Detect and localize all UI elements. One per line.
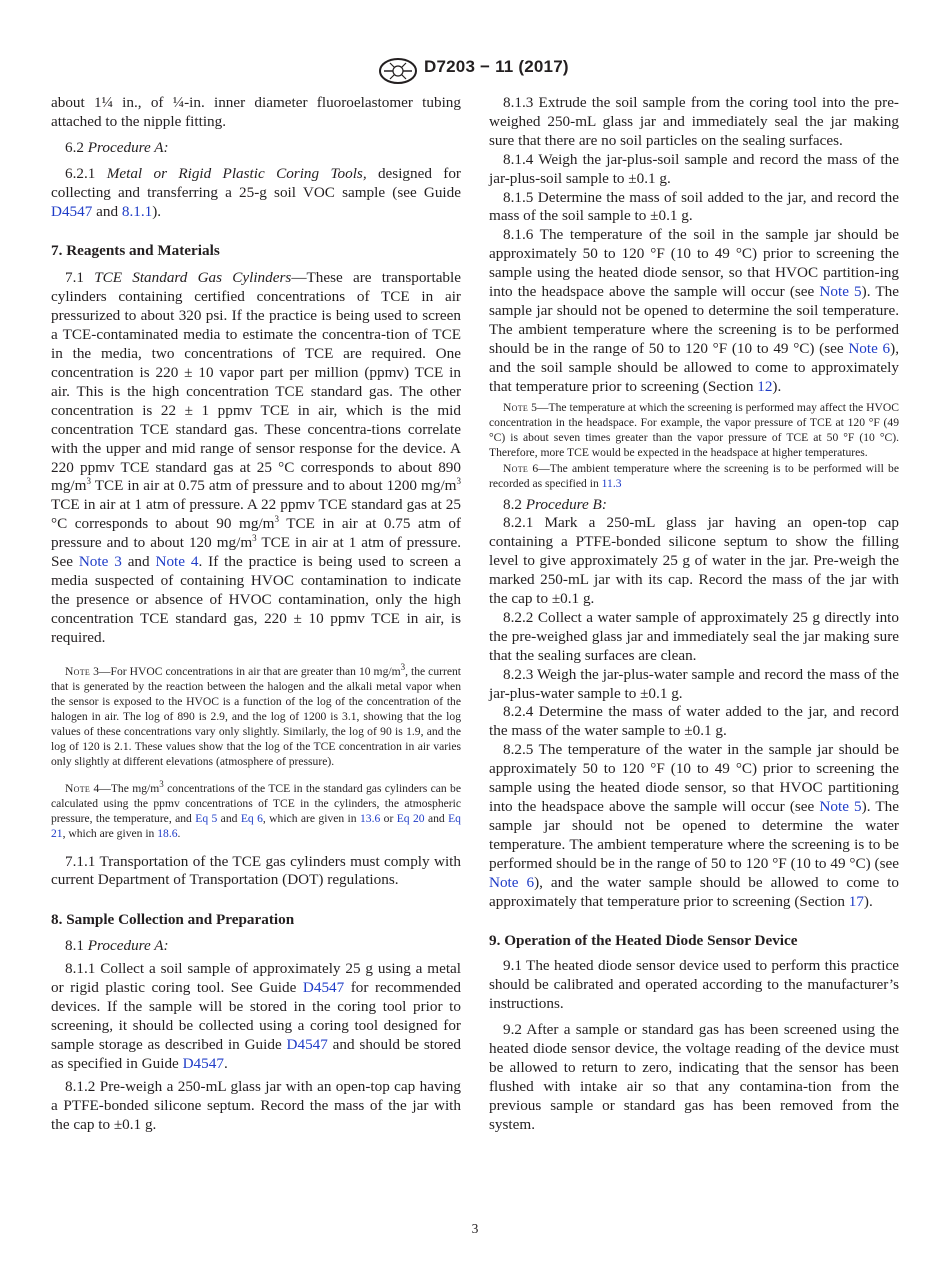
right-column — [489, 94, 899, 1135]
paragraph: 8.2.3 Weigh the jar-plus-water sample and record the mass of the jar-plus-water sample to ±0.1 g. — [489, 665, 899, 702]
link-d4547[interactable]: D4547 — [182, 1054, 224, 1072]
paragraph: 8.2.5 The temperature of the water in the sample jar should be approximately 50 to 120 °F (10 to 49 °C) prior to screening the sample using the heated diode sensor, so that HVOC partitioning into the headspace above the sample will occur (see Note 5). The sample jar should not be opened to determine the water temperature. The ambient temperature where the screening is to be performed should be in the range of 50 to 120 °F (10 to 49 °C) (see Note 6), and the water sample should be allowed to come to approximately that temperature prior to screening (Section 17). — [489, 741, 899, 910]
paragraph: 8.1 Procedure A: — [65, 937, 169, 955]
paragraph: 8.1.5 Determine the mass of soil added to the jar, and record the mass of the soil sample to ±0.1 g. — [489, 188, 899, 225]
link-11-3[interactable]: 11.3 — [601, 476, 622, 490]
paragraph: about 1¼ in., of ¼-in. inner diameter fluoroelastomer tubing attached to the nipple fitting. — [51, 94, 461, 130]
paragraph: 8.2.1 Mark a 250-mL glass jar having an open-top cap containing a PTFE-bonded silicone septum to show the filling level to give approximately 25 g of water in the jar. Pre-weigh the marked 250-mL jar with its cap. Record the mass of the jar with the cap to ±0.1 g. — [489, 514, 899, 608]
note-6: Note 6—The ambient temperature where the screening is to be performed will be recorded as specified in 11.3 — [489, 461, 899, 490]
paragraph: 8.1.2 Pre-weigh a 250-mL glass jar with an open-top cap having a PTFE-bonded silicone septum. Record the mass of the jar with the cap to ±0.1 g. — [51, 1077, 461, 1133]
link-8-1-1[interactable]: 8.1.1 — [121, 202, 153, 220]
paragraph: 9.1 The heated diode sensor device used to perform this practice should be calibrated and operated according to the manufacturer’s instructions. — [489, 957, 899, 1013]
link-note-6[interactable]: Note 6 — [489, 873, 535, 891]
paragraph: 6.2.1 Metal or Rigid Plastic Coring Tools, designed for collecting and transferring a 25-g soil VOC sample (see Guide D4547 and 8.1.1). — [51, 164, 461, 220]
paragraph: 9.2 After a sample or standard gas has been screened using the heated diode sensor device, the voltage reading of the device must be allowed to return to zero, indicating that the sensor has been flushed with intake air so that any contamina-tion from the previous sample or standard gas has been removed from the system. — [489, 1021, 899, 1133]
link-d4547[interactable]: D4547 — [302, 979, 345, 997]
link-note-6[interactable]: Note 6 — [848, 339, 891, 357]
link-13-6[interactable]: 13.6 — [359, 811, 381, 825]
paragraph: 8.1.3 Extrude the soil sample from the coring tool into the pre-weighed 250-mL glass jar and immediately seal the jar making sure that there are no soil particles on the sealing surfaces. — [489, 94, 899, 149]
paragraph: 8.2.2 Collect a water sample of approximately 25 g directly into the pre-weighed glass jar and immediately seal the jar making sure that the sealing surfaces are clean. — [489, 608, 899, 664]
link-18-6[interactable]: 18.6 — [157, 826, 178, 840]
paragraph: 8.1.1 Collect a soil sample of approximately 25 g using a metal or rigid plastic coring tool. See Guide D4547 for recommended devices. If the sample will be stored in the coring tool prior to screening, it should be collected using a coring tool designed for sample storage as described in Guide D4547 and should be stored as specified in Guide D4547. — [51, 960, 462, 1072]
link-eq-20[interactable]: Eq 20 — [396, 811, 425, 825]
section-heading-7: 7. Reagents and Materials — [51, 242, 220, 260]
link-section-12[interactable]: 12 — [757, 377, 773, 395]
link-d4547[interactable]: D4547 — [286, 1035, 328, 1053]
section-heading-8: 8. Sample Collection and Preparation — [51, 911, 295, 929]
link-note-5[interactable]: Note 5 — [819, 798, 862, 815]
paragraph: 8.1.6 The temperature of the soil in the sample jar should be approximately 50 to 120 °F (10 to 49 °C) prior to screening the sample using the heated diode sensor, so that HVOC partition-ing into the headspace above the sample will occur (see Note 5). The sample jar should not be opened to determine the soil temperature. The ambient temperature where the screening is to be performed should be in the range of 50 to 120 °F (10 to 49 °C) (see Note 6), and the soil sample should be allowed to come to approximately that temperature prior to screening (Section 12). — [489, 226, 899, 395]
link-d4547[interactable]: D4547 — [51, 202, 93, 220]
document-designation: D7203 − 11 (2017) — [424, 57, 569, 76]
note-4: Note 4—The $mg/m^3$ concentrations of the TCE in the standard gas cylinders can be calculated using the ppmv concentrations of TCE in the cylinders, the atmospheric pressure, the temperature, and Eq 5 and Eq 6, which are given in 13.6 or Eq 20 and Eq 21, which are given in 18.6. — [51, 778, 461, 840]
paragraph: 8.1.4 Weigh the jar-plus-soil sample and record the mass of the jar-plus-soil sample to ±0.1 g. — [489, 150, 899, 187]
link-note-5[interactable]: Note 5 — [819, 283, 862, 301]
link-section-17[interactable]: 17 — [848, 892, 864, 910]
paragraph: 8.2.4 Determine the mass of water added to the jar, and record the mass of the water sample to ±0.1 g. — [489, 703, 899, 740]
paragraph: 6.2 Procedure A: — [65, 138, 169, 156]
section-heading-9: 9. Operation of the Heated Diode Sensor Device — [489, 932, 798, 950]
paragraph: 8.2 Procedure B: — [503, 495, 607, 513]
astm-logo-icon — [378, 58, 418, 84]
page-header — [0, 56, 950, 86]
note-5: Note 5—The temperature at which the screening is performed may affect the HVOC concentration in the headspace. For example, the vapor pressure of TCE at 120 °F (49 °C) is about seven times greater than the vapor pressure of TCE at 50 °F (10 °C). Therefore, more TCE would be expected in the headspace at higher temperatures. — [489, 400, 899, 459]
link-eq-21[interactable]: Eq 21 — [51, 811, 461, 840]
link-eq-6[interactable]: Eq 6 — [240, 811, 263, 825]
link-note-3[interactable]: Note 3 — [78, 553, 122, 571]
link-eq-5[interactable]: Eq 5 — [195, 811, 218, 825]
left-column — [51, 94, 461, 1134]
note-3: Note 3—For HVOC concentrations in air that are greater than 10 $mg/m^3$, the current that is generated by the reaction between the halogen and the alkali metal vapor when the sensor is exposed to the HVOC is a function of the log of the concentration of the halogen in air. The log of 890 is 2.9, and the log of 1200 is 3.1, showing that the log values of these concentrations vary only slightly. Similarly, the log of 90 is 1.9, and the log of 120 is 2.1. These values show that the log of the TCE concentration in air varies only slightly at different elevations (atmosphere of pressure). — [51, 661, 462, 768]
link-note-4[interactable]: Note 4 — [155, 553, 199, 571]
paragraph: 7.1.1 Transportation of the TCE gas cylinders must comply with current Department of Transportation (DOT) regulations. — [51, 852, 461, 889]
page-number: 3 — [471, 1221, 479, 1236]
paragraph: 7.1 TCE Standard Gas Cylinders—These are transportable cylinders containing certified concentrations of TCE in air pressurized to about 320 psi. If the practice is being used to screen a TCE-contaminated media to estimate the concentra-tion of TCE in the media, two concentrations of TCE are required. One concentration is 220 ± 10 vapor part per million (ppmv) TCE in air. This is the high concentration TCE standard gas. The other concentration is 22 ± 1 ppmv TCE in air, which is the mid concentration TCE standard gas. These concentra-tions correlate with the upper and mid range of sensor response for the device. A 220 ppmv TCE standard gas at 25 °C corresponds to about 890 $mg/m^3$ TCE in air at 0.75 atm of pressure and to about 1200 $mg/m^3$ TCE in air at 1 atm of pressure. A 22 ppmv TCE standard gas at 25 °C corresponds to about 90 $mg/m^3$ TCE in air at 0.75 atm of pressure and to about 120 $mg/m^3$ TCE in air at 1 atm of pressure. See Note 3 and Note 4. If the practice is being used to screen a media suspected of containing HVOC contamination to indicate the presence or absence of HVOC contamination, only the high concentration TCE standard gas, 220 ± 10 ppmv TCE in air, is required. — [51, 269, 462, 646]
